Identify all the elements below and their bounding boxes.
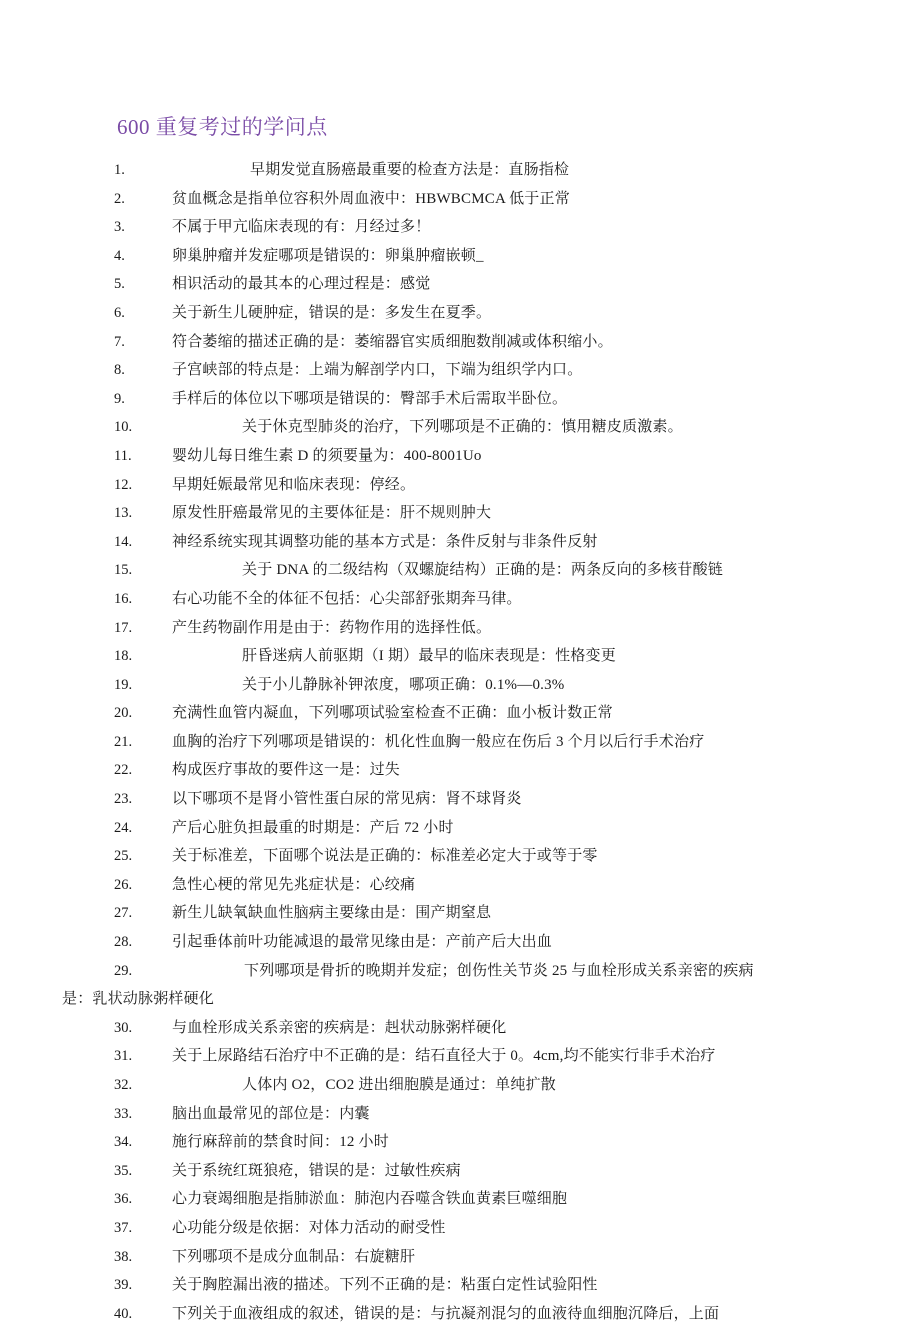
- list-item: [114, 528, 854, 557]
- list-item-text: 关于系统红斑狼疮，错误的是：过敏性疾病: [172, 1162, 461, 1179]
- list-item-text: 早期妊娠最常见和临床表现：停经。: [172, 476, 416, 493]
- list-item: [114, 185, 854, 214]
- list-item-text: 符合萎缩的描述正确的是：萎缩器官实质细胞数削减或体积缩小。: [172, 333, 613, 350]
- list-item-text: 引起垂体前叶功能减退的最常见缘由是：产前产后大出血: [172, 934, 553, 951]
- list-item-text: 血胸的治疗下列哪项是错误的：机化性血胸一般应在伤后 3 个月以后行手术治疗: [172, 733, 705, 750]
- list-item-text: 婴幼儿每日维生素 D 的须要量为：400-8001Uo: [172, 447, 482, 464]
- list-item-number: 13.: [114, 505, 133, 522]
- list-item-text: 以下哪项不是肾小管性蛋白尿的常见病：肾不球肾炎: [172, 791, 522, 808]
- list-item-number: 6.: [114, 304, 125, 321]
- list-item: [114, 299, 854, 328]
- list-item-text: 肝昏迷病人前驱期（I 期）最早的临床表现是：性格变更: [242, 648, 616, 665]
- list-item-number: 29.: [114, 962, 133, 979]
- list-item: [114, 1128, 854, 1157]
- list-item-text: 与血栓形成关系亲密的疾病是：赳状动脉粥样硬化: [172, 1019, 507, 1036]
- list-item-number: 2.: [114, 190, 125, 207]
- list-item: [114, 556, 854, 585]
- list-item-number: 32.: [114, 1077, 133, 1093]
- list-item: [114, 585, 854, 614]
- list-item: [114, 1014, 854, 1043]
- list-item-text: 手样后的体位以下哪项是错误的：臀部手术后需取半卧位。: [172, 390, 568, 407]
- list-item-text: 心功能分级是依据：对体力活动的耐受性: [172, 1219, 446, 1236]
- list-item-text: 卵巢肿瘤并发症哪项是错误的：卵巢肿瘤嵌顿_: [172, 247, 484, 264]
- list-item: [114, 842, 854, 871]
- list-item-number: 25.: [114, 848, 133, 865]
- list-item-number: 34.: [114, 1134, 133, 1151]
- list-item-number: 31.: [114, 1048, 133, 1065]
- list-item-text: 右心功能不全的体征不包括：心尖部舒张期奔马律。: [172, 590, 522, 607]
- list-item-number: 24.: [114, 819, 133, 836]
- list-item: [114, 1042, 854, 1071]
- list-item: [114, 471, 854, 500]
- question-list: [62, 156, 854, 1328]
- list-item-text: 下列哪项是骨折的晚期并发症；创伤性关节炎 25 与血栓形成关系亲密的疾病: [244, 962, 754, 979]
- list-item: [114, 899, 854, 928]
- list-item: [114, 814, 854, 843]
- list-item-number: 39.: [114, 1277, 133, 1294]
- list-item: [114, 356, 854, 385]
- list-item-number: 26.: [114, 876, 133, 893]
- list-item: [114, 213, 854, 242]
- list-item-number: 38.: [114, 1248, 133, 1265]
- list-item-number: 11.: [114, 447, 132, 464]
- list-item: [114, 928, 854, 957]
- list-item-text: 相识活动的最其本的心理过程是：感觉: [172, 276, 431, 293]
- list-item-continuation: 是：乳状动脉粥样硬化: [62, 991, 215, 1008]
- list-item: [114, 242, 854, 271]
- list-item: [114, 1214, 854, 1243]
- list-item: [114, 671, 854, 700]
- list-item-number: 15.: [114, 562, 133, 579]
- list-item-text: 关于休克型肺炎的治疗，下列哪项是不正确的：慎用糖皮质激素。: [242, 419, 683, 436]
- list-item-number: 30.: [114, 1019, 133, 1036]
- list-item-number: 37.: [114, 1219, 133, 1236]
- list-item-text: 原发性肝癌最常见的主要体征是：肝不规则肿大: [172, 505, 492, 522]
- list-item: [114, 699, 854, 728]
- list-item-text: 贫血概念是指单位容积外周血液中：HBWBCMCA 低于正常: [172, 190, 570, 207]
- list-item-number: 3.: [114, 219, 125, 236]
- list-item: [114, 1100, 854, 1129]
- list-item: [114, 270, 854, 299]
- list-item: [114, 871, 854, 900]
- list-item-number: 1.: [114, 162, 125, 178]
- list-item-text: 下列哪项不是成分血制品：右旋糖肝: [172, 1248, 416, 1265]
- list-item: [62, 957, 854, 1014]
- list-item: [114, 728, 854, 757]
- list-item-number: 23.: [114, 791, 133, 808]
- list-item-text: 不属于甲亢临床表现的有：月经过多！: [172, 219, 431, 236]
- list-item-text: 神经系统实现其调整功能的基本方式是：条件反射与非条件反射: [172, 533, 598, 550]
- list-item-text: 关于标准差，下面哪个说法是正确的：标准差必定大于或等于零: [172, 848, 598, 865]
- list-item-text: 产后心脏负担最重的时期是：产后 72 小时: [172, 819, 454, 836]
- list-item-number: 36.: [114, 1191, 133, 1208]
- list-item: [114, 1300, 854, 1328]
- list-item: [114, 785, 854, 814]
- list-item: [114, 385, 854, 414]
- list-item-number: 40.: [114, 1305, 133, 1322]
- list-item-number: 14.: [114, 533, 133, 550]
- list-item-text: 早期发觉直肠癌最重要的检查方法是：直肠指检: [250, 162, 570, 178]
- list-item-number: 4.: [114, 247, 125, 264]
- list-item-number: 20.: [114, 705, 133, 722]
- list-item-text: 关于新生儿硬肿症，错误的是：多发生在夏季。: [172, 304, 492, 321]
- list-item-text: 人体内 O2，CO2 进出细胞膜是通过：单纯扩散: [242, 1077, 556, 1093]
- list-item-number: 16.: [114, 590, 133, 607]
- list-item-text: 新生儿缺氧缺血性脑病主要缘由是：围产期窒息: [172, 905, 492, 922]
- list-item-text: 关于胸腔漏出液的描述。下列不正确的是：粘蛋白定性试验阳性: [172, 1277, 598, 1294]
- list-item-number: 9.: [114, 390, 125, 407]
- list-item: [114, 499, 854, 528]
- list-item: [114, 328, 854, 357]
- list-item-number: 5.: [114, 276, 125, 293]
- list-item: [114, 1271, 854, 1300]
- list-item: [114, 1185, 854, 1214]
- list-item-number: 8.: [114, 362, 125, 379]
- list-item-text: 产生药物副作用是由于：药物作用的选择性低。: [172, 619, 492, 636]
- list-item-text: 子宫峡部的特点是：上端为解剖学内口，下端为组织学内口。: [172, 362, 583, 379]
- list-item-number: 35.: [114, 1162, 133, 1179]
- list-item-text: 急性心梗的常见先兆症状是：心绞痛: [172, 876, 416, 893]
- document-body: [62, 112, 854, 1328]
- list-item-number: 18.: [114, 648, 133, 665]
- list-item: [114, 1157, 854, 1186]
- list-item-text: 脑出血最常见的部位是：内囊: [172, 1105, 370, 1122]
- list-item-number: 12.: [114, 476, 133, 493]
- list-item-text: 充满性血管内凝血，下列哪项试验室检查不正确：血小板计数正常: [172, 705, 613, 722]
- list-item-number: 21.: [114, 733, 133, 750]
- list-item-number: 28.: [114, 934, 133, 951]
- list-item-text: 施行麻辞前的禁食时间：12 小时: [172, 1134, 389, 1151]
- list-item-number: 7.: [114, 333, 125, 350]
- list-item: [114, 413, 854, 442]
- list-item-text: 关于上尿路结石治疗中不正确的是：结石直径大于 0。4cm,均不能实行非手术治疗: [172, 1048, 716, 1065]
- list-item-number: 27.: [114, 905, 133, 922]
- list-item-number: 19.: [114, 676, 133, 693]
- list-item-text: 关于小儿静脉补钾浓度，哪项正确：0.1%—0.3%: [242, 676, 565, 693]
- list-item: [114, 442, 854, 471]
- list-item: [114, 1243, 854, 1272]
- list-item-text: 下列关于血液组成的叙述，错误的是：与抗凝剂混匀的血液待血细胞沉降后，上面: [172, 1305, 720, 1322]
- list-item-number: 10.: [114, 419, 133, 436]
- list-item-number: 17.: [114, 619, 133, 636]
- list-item: [114, 614, 854, 643]
- list-item-number: 22.: [114, 762, 133, 779]
- list-item: [114, 156, 854, 185]
- list-item-text: 心力衰竭细胞是指肺淤血：肺泡内吞噬含铁血黄素巨噬细胞: [172, 1191, 568, 1208]
- list-item-number: 33.: [114, 1105, 133, 1122]
- list-item-text: 构成医疗事故的要件这一是：过失: [172, 762, 401, 779]
- list-item-text: 关于 DNA 的二级结构（双螺旋结构）正确的是：两条反向的多核苷酸链: [242, 562, 723, 579]
- list-item: [114, 1071, 854, 1100]
- list-item: [114, 642, 854, 671]
- list-item: [114, 756, 854, 785]
- page-title: 600 重复考过的学问点: [117, 115, 328, 139]
